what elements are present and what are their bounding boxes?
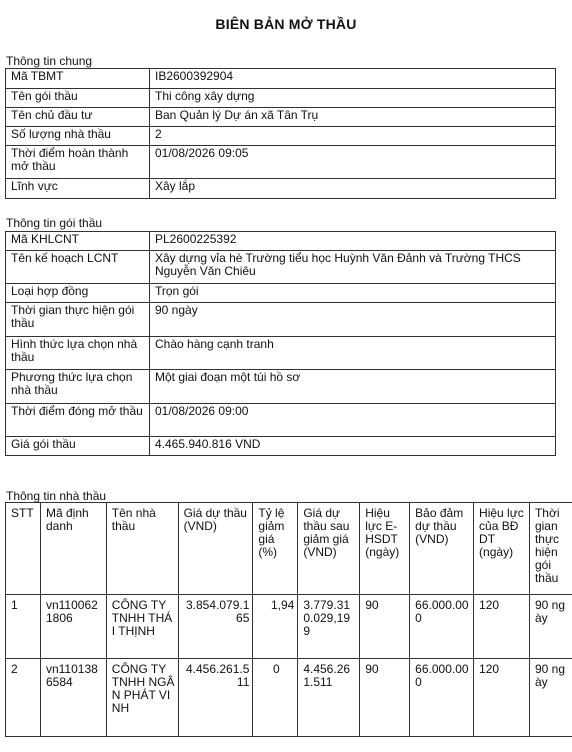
package-info-heading: Thông tin gói thầu	[6, 216, 103, 230]
row-label: Tên kế hoạch LCNT	[6, 251, 150, 284]
table-row	[6, 437, 556, 456]
row-value: 01/08/2026 09:00	[150, 404, 556, 437]
row-label: Số lượng nhà thầu	[6, 127, 150, 146]
row-value: 01/08/2026 09:05	[150, 146, 556, 179]
column-header-security-validity: Hiệu lực của BĐ DT (ngày)	[474, 503, 530, 595]
row-label: Thời điểm hoàn thành mở thầu	[6, 146, 150, 179]
general-info-heading: Thông tin chung	[6, 54, 93, 68]
package-info-table	[5, 231, 556, 456]
column-header-id: Mã định danh	[40, 503, 106, 595]
cell-price-after-discount: 4.456.261.511	[298, 659, 360, 737]
column-header-validity: Hiệu lực E-HSDT (ngày)	[360, 503, 410, 595]
cell-stt: 1	[6, 595, 41, 659]
cell-id: vn1101386584	[40, 659, 106, 737]
table-row	[6, 595, 572, 659]
cell-bid-security: 66.000.000	[410, 659, 474, 737]
row-value: Chào hàng cạnh tranh	[150, 337, 556, 370]
row-label: Tên gói thầu	[6, 89, 150, 108]
table-row	[6, 303, 556, 337]
cell-security-validity: 120	[474, 659, 530, 737]
cell-discount: 1,94	[253, 595, 298, 659]
table-row	[6, 179, 556, 199]
table-row	[6, 69, 556, 89]
column-header-price-after-discount: Giá dự thầu sau giảm giá (VND)	[298, 503, 360, 595]
row-value: IB2600392904	[150, 69, 556, 89]
table-row	[6, 284, 556, 303]
cell-discount: 0	[253, 659, 298, 737]
document-title: BIÊN BẢN MỞ THẦU	[215, 16, 357, 32]
cell-duration: 90 ngày	[529, 659, 572, 737]
row-value: 4.465.940.816 VND	[150, 437, 556, 456]
table-row	[6, 659, 572, 737]
cell-validity: 90	[360, 595, 410, 659]
row-label: Hình thức lựa chọn nhà thầu	[6, 337, 150, 370]
column-header-name: Tên nhà thầu	[106, 503, 178, 595]
cell-name: CÔNG TY TNHH NGÂN PHÁT VINH	[106, 659, 178, 737]
table-row	[6, 232, 556, 251]
row-value: 90 ngày	[150, 303, 556, 337]
row-label: Lĩnh vực	[6, 179, 150, 199]
cell-validity: 90	[360, 659, 410, 737]
column-header-bid-price: Giá dự thầu (VND)	[178, 503, 253, 595]
row-label: Mã TBMT	[6, 69, 150, 89]
table-row	[6, 404, 556, 437]
row-label: Tên chủ đầu tư	[6, 108, 150, 127]
row-label: Loại hợp đồng	[6, 284, 150, 303]
column-header-bid-security: Bảo đảm dự thầu (VND)	[410, 503, 474, 595]
cell-stt: 2	[6, 659, 41, 737]
table-header-row	[6, 503, 572, 595]
row-value: Xây lắp	[150, 179, 556, 199]
row-label: Thời điểm đóng mở thầu	[6, 404, 150, 437]
bidder-table	[5, 502, 572, 737]
row-value: Ban Quản lý Dự án xã Tân Trụ	[150, 108, 556, 127]
column-header-stt: STT	[6, 503, 41, 595]
table-row	[6, 370, 556, 404]
table-row	[6, 146, 556, 179]
cell-name: CÔNG TY TNHH THÁI THỊNH	[106, 595, 178, 659]
cell-id: vn1100621806	[40, 595, 106, 659]
cell-bid-price: 3.854.079.165	[178, 595, 253, 659]
table-row	[6, 337, 556, 370]
column-header-duration: Thời gian thực hiện gói thầu	[529, 503, 572, 595]
row-value: Một giai đoạn một túi hồ sơ	[150, 370, 556, 404]
row-value: 2	[150, 127, 556, 146]
cell-bid-price: 4.456.261.511	[178, 659, 253, 737]
cell-security-validity: 120	[474, 595, 530, 659]
table-row	[6, 108, 556, 127]
row-label: Phương thức lựa chọn nhà thầu	[6, 370, 150, 404]
table-row	[6, 251, 556, 284]
row-label: Thời gian thực hiện gói thầu	[6, 303, 150, 337]
cell-duration: 90 ngày	[529, 595, 572, 659]
row-value: Xây dựng vỉa hè Trường tiểu học Huỳnh Văn Đảnh và Trường THCS Nguyễn Văn Chiêu	[150, 251, 556, 284]
row-label: Mã KHLCNT	[6, 232, 150, 251]
row-value: Thi công xây dựng	[150, 89, 556, 108]
table-row	[6, 127, 556, 146]
general-info-table	[5, 68, 556, 199]
row-label: Giá gói thầu	[6, 437, 150, 456]
row-value: PL2600225392	[150, 232, 556, 251]
bidder-info-heading: Thông tin nhà thầu	[6, 489, 107, 503]
cell-bid-security: 66.000.000	[410, 595, 474, 659]
column-header-discount: Tỷ lệ giảm giá (%)	[253, 503, 298, 595]
cell-price-after-discount: 3.779.310.029,199	[298, 595, 360, 659]
row-value: Trọn gói	[150, 284, 556, 303]
table-row	[6, 89, 556, 108]
